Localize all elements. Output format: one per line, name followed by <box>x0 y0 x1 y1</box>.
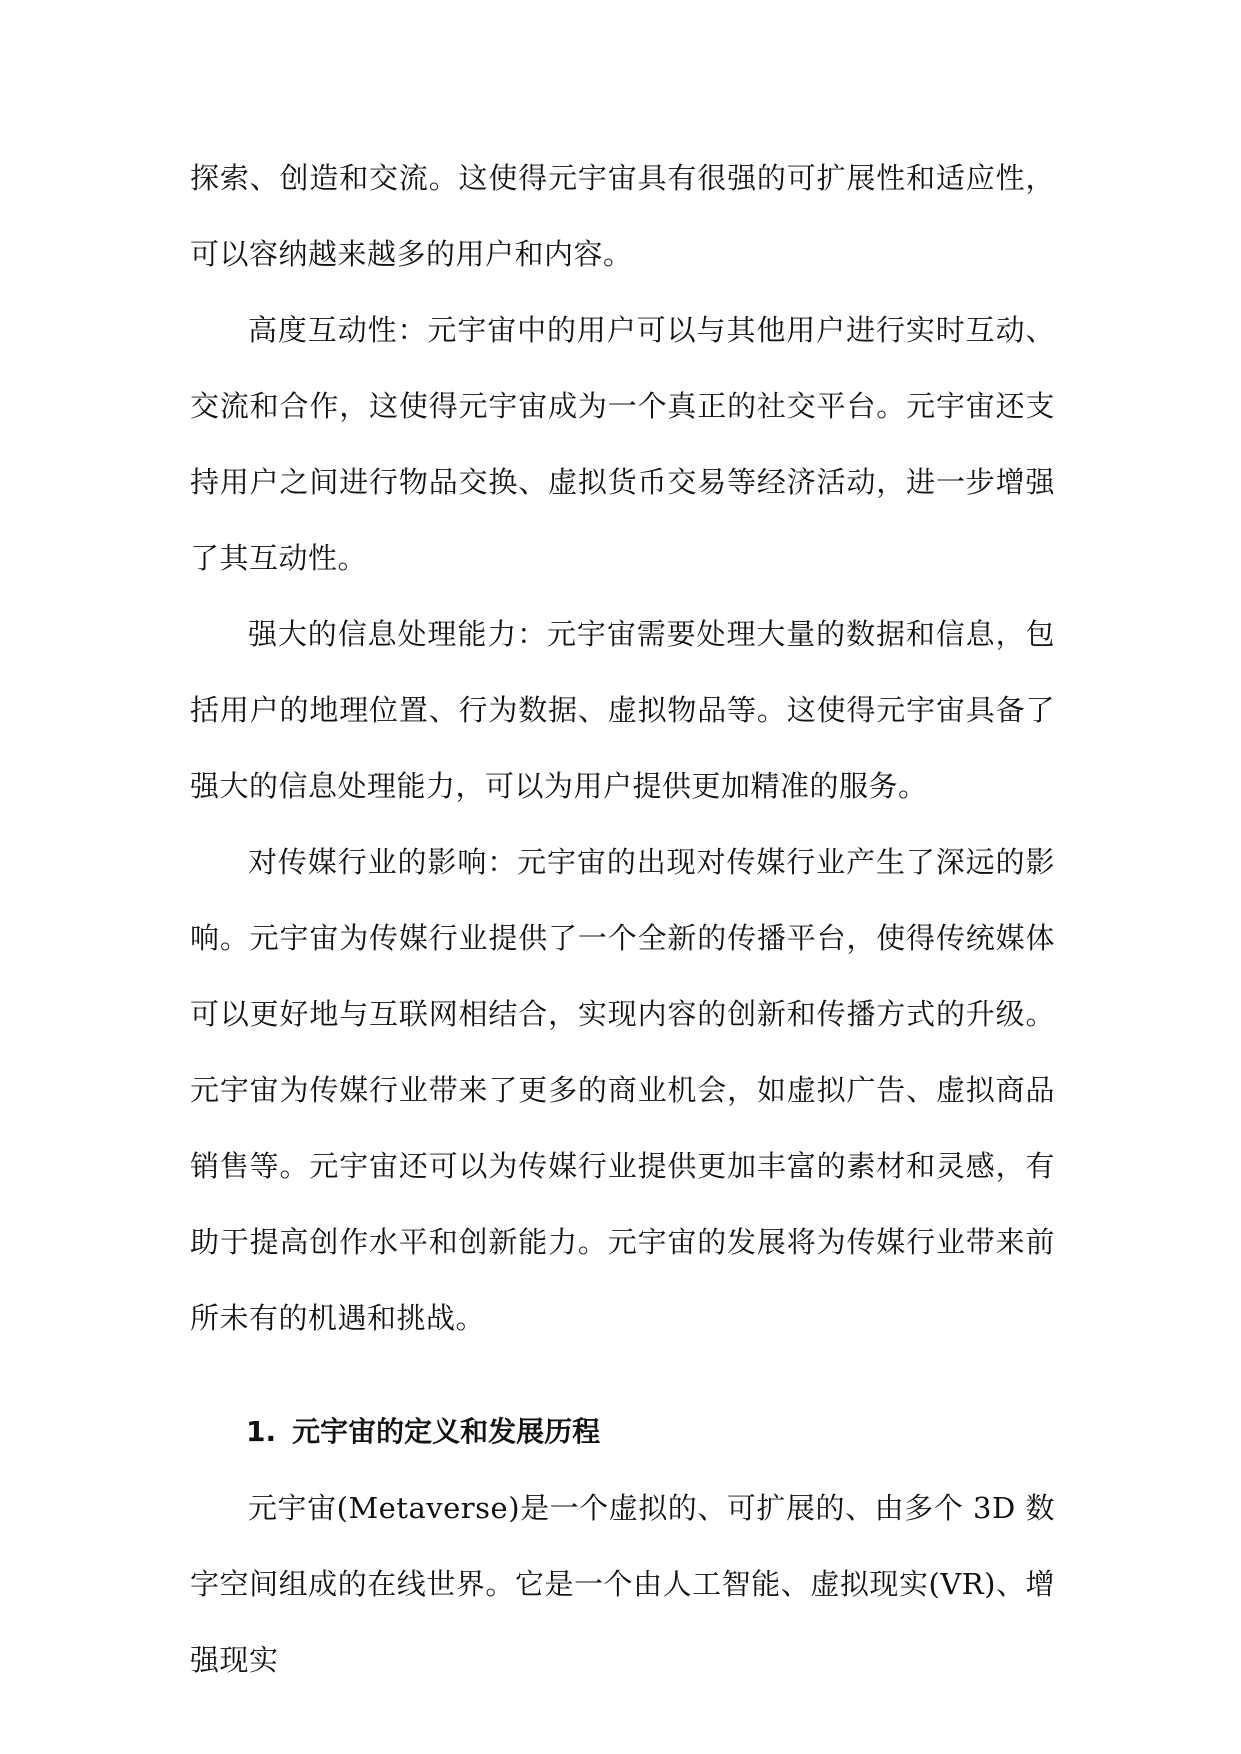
section-number: 1. <box>246 1415 277 1448</box>
paragraph-metaverse-definition: 元宇宙(Metaverse)是一个虚拟的、可扩展的、由多个 3D 数字空间组成的在线世界。它是一个由人工智能、虚拟现实(VR)、增强现实 <box>190 1491 1055 1677</box>
paragraph-media-impact: 对传媒行业的影响：元宇宙的出现对传媒行业产生了深远的影响。元宇宙为传媒行业提供了一个全新的传播平台，使得传统媒体可以更好地与互联网相结合，实现内容的创新和传播方式的升级。元宇宙为传媒行业带来了更多的商业机会，如虚拟广告、虚拟商品销售等。元宇宙还可以为传媒行业提供更加丰富的素材和灵感，有助于提高创作水平和创新能力。元宇宙的发展将为传媒行业带来前所未有的机遇和挑战。 <box>190 845 1055 1335</box>
paragraph-interactivity: 高度互动性：元宇宙中的用户可以与其他用户进行实时互动、交流和合作，这使得元宇宙成为一个真正的社交平台。元宇宙还支持用户之间进行物品交换、虚拟货币交易等经济活动，进一步增强了其互动性。 <box>190 313 1055 575</box>
paragraph-continuation: 探索、创造和交流。这使得元宇宙具有很强的可扩展性和适应性，可以容纳越来越多的用户和内容。 <box>190 161 1055 271</box>
section-heading <box>190 1394 1055 1470</box>
paragraph-information-processing: 强大的信息处理能力：元宇宙需要处理大量的数据和信息，包括用户的地理位置、行为数据、虚拟物品等。这使得元宇宙具备了强大的信息处理能力，可以为用户提供更加精准的服务。 <box>190 617 1055 803</box>
section-title: 元宇宙的定义和发展历程 <box>292 1415 601 1448</box>
document-body <box>190 140 1055 1698</box>
